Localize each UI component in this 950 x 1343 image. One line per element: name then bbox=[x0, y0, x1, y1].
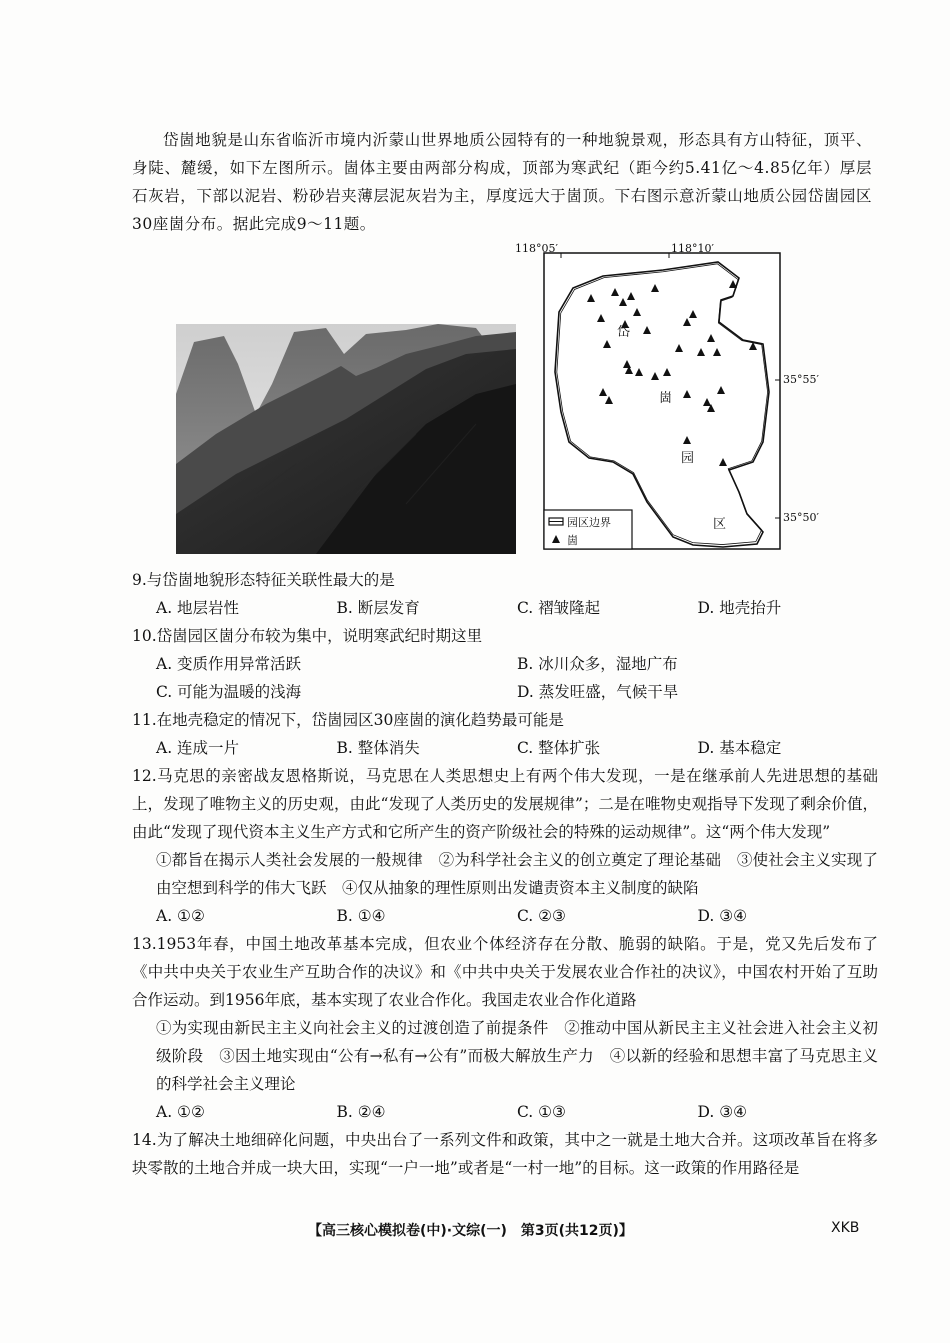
option-c: C. ②③ bbox=[517, 907, 566, 925]
option-c: C. 褶皱隆起 bbox=[517, 599, 601, 617]
option-c: C. 可能为温暖的浅海 bbox=[156, 683, 302, 701]
option-c: C. ①③ bbox=[517, 1103, 566, 1121]
option-b: B. ①④ bbox=[336, 907, 386, 925]
option-b: B. 断层发育 bbox=[336, 599, 420, 617]
map-char-yuan: 园 bbox=[681, 451, 695, 466]
option-b: B. 冰川众多，湿地广布 bbox=[517, 655, 678, 673]
question-stem: 13.1953年春，中国土地改革基本完成，但农业个体经济存在分散、脆弱的缺陷。于是，党又先后发布了《中共中央关于农业生产互助合作的决议》和《中共中央关于发展农业合作社的决议》，中国农村开始了互助合作运动。到1956年底，基本实现了农业合作化。我国走农业合作化道路 bbox=[132, 935, 878, 1009]
legend-boundary-label: 园区边界 bbox=[567, 516, 611, 529]
option-d: D. ③④ bbox=[697, 907, 748, 925]
question-stem: 9.与岱崮地貌形态特征关联性最大的是 bbox=[132, 571, 395, 589]
question-stem: 14.为了解决土地细碎化问题，中央出台了一系列文件和政策，其中之一就是土地大合并。这项改革旨在将多块零散的土地合并成一块大田，实现“一户一地”或者是“一村一地”的目标。这一政策的作用路径是 bbox=[132, 1131, 878, 1177]
legend-peak-label: 崮 bbox=[567, 534, 578, 547]
question-9 bbox=[132, 566, 878, 622]
map-char-qu: 区 bbox=[713, 517, 727, 532]
map-char-dai: 岱 bbox=[617, 325, 631, 340]
intro-paragraph: 岱崮地貌是山东省临沂市境内沂蒙山世界地质公园特有的一种地貌景观，形态具有方山特征，顶平、身陡、麓缓，如下左图所示。崮体主要由两部分构成，顶部为寒武纪（距今约5.41亿～4.85亿年）厚层石灰岩，下部以泥岩、粉砂岩夹薄层泥灰岩为主，厚度远大于崮顶。下右图示意沂蒙山地质公园岱崮园区30座崮分布。据此完成9～11题。 bbox=[132, 131, 872, 233]
question-13 bbox=[132, 930, 878, 1126]
map-char-gu: 崮 bbox=[659, 391, 673, 406]
option-a: A. ①② bbox=[156, 1103, 205, 1121]
lat-label-1: 35°55′ bbox=[783, 373, 819, 386]
option-a: A. 地层岩性 bbox=[156, 599, 240, 617]
daigu-park-map bbox=[515, 242, 783, 552]
question-stem: 12.马克思的亲密战友恩格斯说，马克思在人类思想史上有两个伟大发现，一是在继承前人先进思想的基础上，发现了唯物主义的历史观，由此“发现了人类历史的发展规律”；二是在唯物史观指导下发现了剩余价值，由此“发现了现代资本主义生产方式和它所产生的资产阶级社会的特殊的运动规律”。这“两个伟大发现” bbox=[132, 767, 878, 841]
landscape-photo bbox=[176, 324, 516, 554]
option-a: A. 变质作用异常活跃 bbox=[156, 655, 302, 673]
question-list bbox=[132, 566, 878, 1182]
option-d: D. 基本稳定 bbox=[697, 739, 782, 757]
footer-code: XKB bbox=[831, 1220, 860, 1236]
lon-label-1: 118°05′ bbox=[515, 242, 558, 255]
question-items: ①为实现由新民主主义向社会主义的过渡创造了前提条件 ②推动中国从新民主主义社会进入社会主义初级阶段 ③因土地实现由“公有→私有→公有”而极大解放生产力 ④以新的经验和思想丰富了马克思主义的科学社会主义理论 bbox=[156, 1019, 878, 1093]
footer-title: 【高三核心模拟卷(中)·文综(一) 第3页(共12页)】 bbox=[308, 1223, 633, 1239]
question-stem: 11.在地壳稳定的情况下，岱崮园区30座崮的演化趋势最可能是 bbox=[132, 711, 564, 729]
lon-label-2: 118°10′ bbox=[671, 242, 714, 255]
option-c: C. 整体扩张 bbox=[517, 739, 601, 757]
question-11 bbox=[132, 706, 878, 762]
option-b: B. 整体消失 bbox=[336, 739, 420, 757]
option-a: A. 连成一片 bbox=[156, 739, 240, 757]
option-a: A. ①② bbox=[156, 907, 205, 925]
option-b: B. ②④ bbox=[336, 1103, 386, 1121]
option-d: D. ③④ bbox=[697, 1103, 748, 1121]
question-12 bbox=[132, 762, 878, 930]
lat-label-2: 35°50′ bbox=[783, 511, 819, 524]
question-items: ①都旨在揭示人类社会发展的一般规律 ②为科学社会主义的创立奠定了理论基础 ③使社会主义实现了由空想到科学的伟大飞跃 ④仅从抽象的理性原则出发谴责资本主义制度的缺陷 bbox=[156, 851, 878, 897]
question-stem: 10.岱崮园区崮分布较为集中，说明寒武纪时期这里 bbox=[132, 627, 483, 645]
question-14 bbox=[132, 1126, 878, 1182]
question-10 bbox=[132, 622, 878, 706]
option-d: D. 蒸发旺盛，气候干旱 bbox=[517, 683, 679, 701]
option-d: D. 地壳抬升 bbox=[697, 599, 782, 617]
